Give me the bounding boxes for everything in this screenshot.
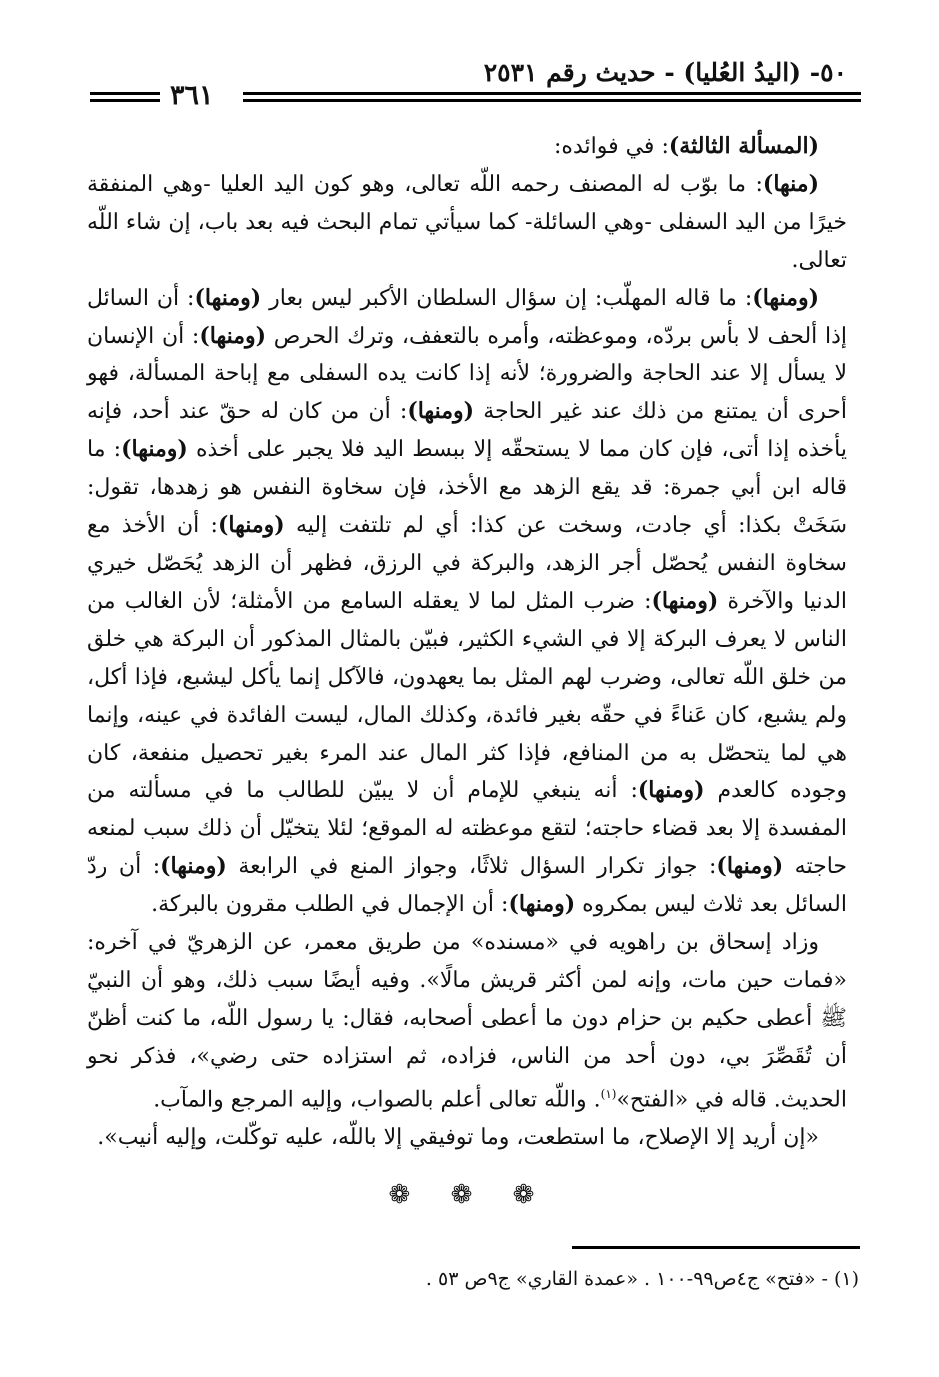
paragraph-text: : ما بوّب له المصنف رحمه اللّه تعالى، وهو كون اليد العليا -وهي المنفقة خيرًا من اليد السفلى -وهي السائلة- كما سيأتي تمام البحث فيه بعد باب، إن شاء اللّه تعالى. bbox=[87, 171, 847, 273]
closing-verse: «إن أريد إلا الإصلاح، ما استطعت، وما توفيقي إلا باللّه، عليه توكّلت، وإليه أنيب». bbox=[97, 1124, 819, 1150]
paragraph-text: : أن ردّ السائل بعد ثلاث ليس بمكروه bbox=[87, 854, 847, 918]
footnote-marker[interactable]: (١) bbox=[600, 1086, 617, 1101]
paragraph-ishaq bbox=[87, 924, 847, 1119]
paragraph-text: : ما قاله ابن أبي جمرة: قد يقع الزهد مع الأخذ، فإن سخاوة النفس هو زهدها، تقول: سَخَتْ بكذا: أي جادت، وسخت عن كذا: أي لم تلتفت إليه bbox=[87, 437, 847, 539]
header-rule-left-bottom bbox=[90, 99, 160, 102]
footnote-separator bbox=[572, 1246, 860, 1249]
minha-label: (ومنها) bbox=[716, 853, 784, 880]
minha-label: (ومنها) bbox=[508, 891, 576, 918]
minha-label: (ومنها) bbox=[752, 284, 819, 311]
page-number: ٣٦١ bbox=[170, 80, 214, 111]
paragraph-benefit-1 bbox=[87, 166, 847, 280]
paragraph-issue-heading bbox=[87, 128, 847, 166]
paragraph-text: : أن من كان له حقّ عند أحد، فإنه يأخذه إذا أتى، فإن كان مما لا يستحقّه إلا ببسط اليد فلا يجبر على أخذه bbox=[87, 399, 847, 463]
minha-label: (ومنها) bbox=[199, 322, 267, 349]
paragraph-text: : ما قاله المهلّب: إن سؤال السلطان الأكبر ليس بعار bbox=[269, 285, 753, 311]
header-rule-left-top bbox=[90, 92, 160, 95]
minha-label: (منها) bbox=[762, 170, 819, 197]
footnote: (١) - «فتح» ج٤ص٩٩-١٠٠ . «عمدة القاري» ج٩ص ٥٣ . bbox=[425, 1268, 859, 1290]
issue-heading-rest: : في فوائده: bbox=[554, 134, 669, 159]
minha-label: (ومنها) bbox=[121, 436, 188, 463]
main-text bbox=[87, 128, 847, 1157]
paragraph-text: . واللّه تعالى أعلم بالصواب، وإليه المرجع والمآب. bbox=[153, 1086, 601, 1112]
minha-label: (ومنها) bbox=[160, 853, 227, 880]
paragraph-text: : أنه ينبغي للإمام أن لا يبيّن للطالب ما في مسألته من المفسدة إلا بعد قضاء حاجته؛ لتقع موعظته له الموقع؛ لئلا يتخيّل أن ذلك سبب لمنعه حاجته bbox=[87, 778, 847, 880]
issue-heading: (المسألة الثالثة) bbox=[668, 133, 819, 159]
paragraph-text: وزاد إسحاق بن راهويه في «مسنده» من طريق معمر، عن الزهريّ في آخره: «فمات حين مات، وإنه لمن أكثر قريش مالًا». وفيه أيضًا سبب ذلك، وهو أن النبيّ ﷺ أعطى حكيم بن حزام دون ما أعطى أصحابه، فقال: يا رسول اللّه، ما كنت أظنّ أن تُقَصِّرَ بي، دون أحد من الناس، فزاده، ثم استزاده حتى رضي»، فذكر نحو الحديث. قاله في «الفتح» bbox=[87, 930, 847, 1112]
minha-label: (ومنها) bbox=[407, 398, 475, 425]
paragraph-benefits bbox=[87, 280, 847, 924]
minha-label: (ومنها) bbox=[637, 777, 705, 804]
header-rule-right-bottom bbox=[243, 99, 861, 102]
running-header-title: ٥٠- (اليدُ العُليا) - حديث رقم ٢٥٣١ bbox=[483, 58, 847, 87]
paragraph-text: : أن الإنسان لا يسأل إلا عند الحاجة والضرورة؛ لأنه إذا كانت يده السفلى مع إباحة المسألة، فهو أحرى أن يمتنع من ذلك عند غير الحاجة bbox=[87, 323, 848, 425]
paragraph-text: : أن السائل إذا ألحف لا بأس بردّه، وموعظته، وأمره بالتعفف، وترك الحرص bbox=[87, 285, 847, 349]
paragraph-text: : جواز تكرار السؤال ثلاثًا، وجواز المنع في الرابعة bbox=[238, 854, 717, 880]
paragraph-text: : أن الإجمال في الطلب مقرون بالبركة. bbox=[151, 892, 509, 918]
section-divider-ornament: ❁ ❁ ❁ bbox=[388, 1180, 551, 1210]
minha-label: (ومنها) bbox=[651, 587, 719, 614]
paragraph-text: : أن الأخذ مع سخاوة النفس يُحصّل أجر الزهد، والبركة في الرزق، فظهر أن الزهد يُحَصّل خيري الدنيا والآخرة bbox=[87, 513, 848, 614]
minha-label: (ومنها) bbox=[217, 512, 285, 539]
paragraph-text: : ضرب المثل لما لا يعقله السامع من الأمثلة؛ لأن الغالب من الناس لا يعرف البركة إلا في الشيء الكثير، فبيّن بالمثال المذكور أن البركة هي خلق من خلق اللّه تعالى، وضرب لهم المثل بما يعهدون، فالآكل إنما يأكل ليشبع، فإذا أكل، ولم يشبع، كان عَناءً في حقّه بغير فائدة، وكذلك المال، ليست الفائدة في عينه، وإنما هي لما يتحصّل به من المنافع، فإذا كثر المال عند المرء بغير تحصيل منفعة، كان وجوده كالعدم bbox=[87, 588, 847, 804]
minha-label: (ومنها) bbox=[194, 284, 262, 311]
header-rule-right-top bbox=[243, 92, 861, 95]
